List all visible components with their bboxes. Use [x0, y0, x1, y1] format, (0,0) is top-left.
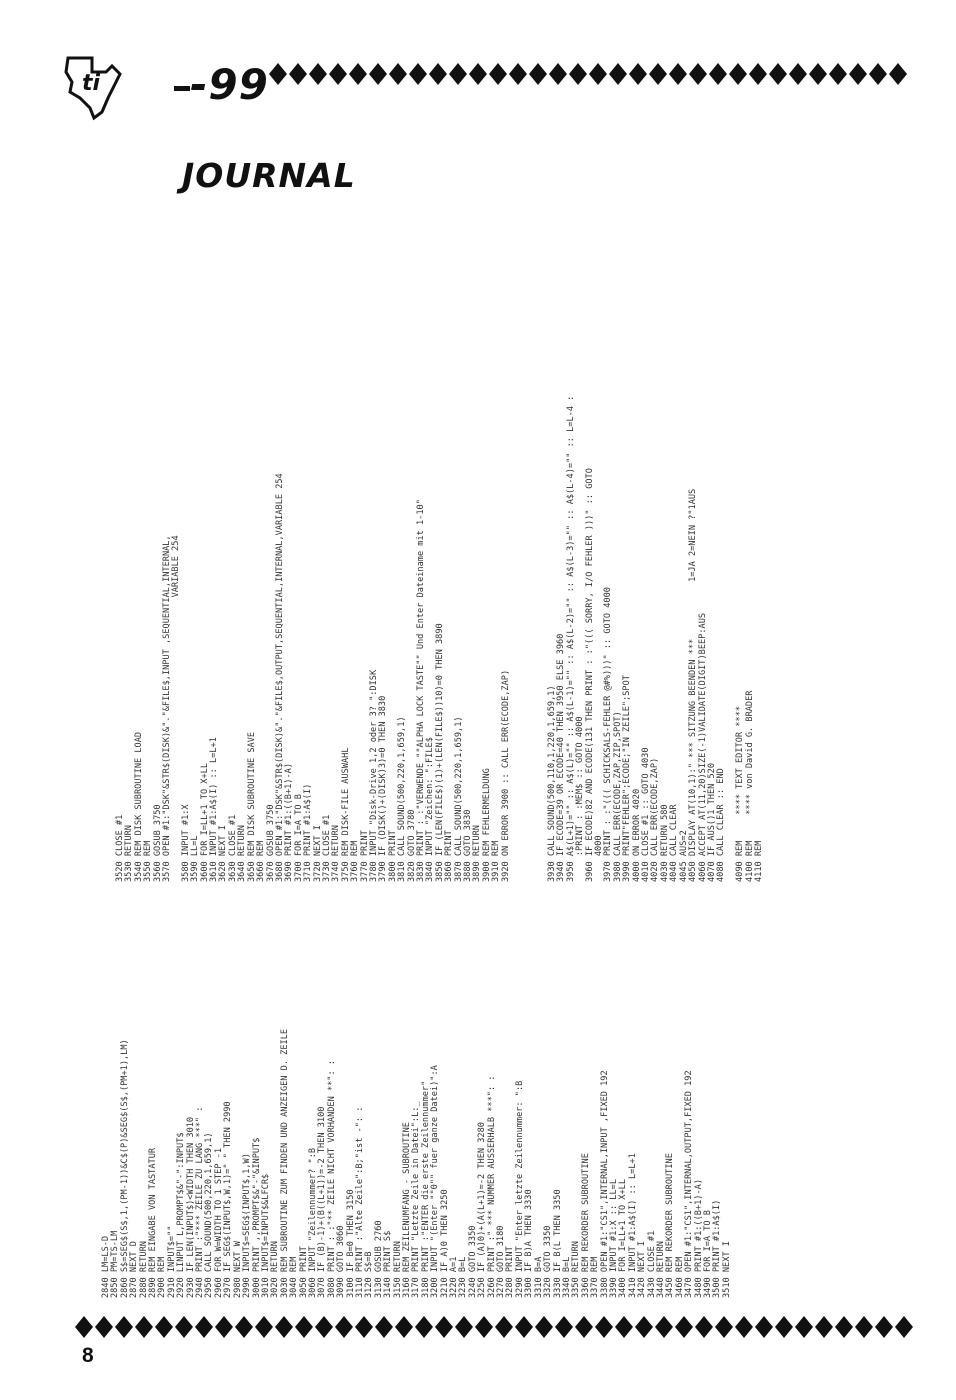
diamond-ornament — [655, 1316, 673, 1338]
diamond-ornament — [649, 63, 667, 85]
diamond-ornament — [235, 1316, 253, 1338]
code-line: 3350 RETURN — [571, 1241, 582, 1298]
diamond-ornament — [409, 63, 427, 85]
code-line: 3330 IF B(L THEN 3350 — [552, 1189, 563, 1298]
code-line: 3210 IF A)0 THEN 3250 — [439, 1189, 450, 1298]
code-line: 3740 RETURN — [331, 825, 342, 882]
code-line: 3040 REM — [289, 1256, 300, 1298]
code-line: 3300 IF B)A THEN 3330 — [524, 1189, 535, 1298]
code-line: 3010 INPUT$=INPUT$&LFCR$ — [260, 1173, 271, 1298]
code-line: 3230 B=L — [458, 1256, 469, 1298]
diamond-ornament — [489, 63, 507, 85]
code-line: 3490 FOR I=A TO B — [703, 1210, 713, 1298]
code-line: 3610 INPUT #1:A$(I) :: L=L+1 — [209, 737, 220, 882]
diamond-ornament — [635, 1316, 653, 1338]
code-line: 3120 S$=B — [364, 1251, 375, 1298]
code-line: 3720 NEXT I — [312, 825, 323, 882]
diamond-ornament — [795, 1316, 813, 1338]
code-line: 3640 RETURN — [237, 825, 248, 882]
code-line: 3760 REM — [350, 840, 361, 882]
diamond-ornament — [695, 1316, 713, 1338]
diamond-ornament — [755, 1316, 773, 1338]
diamond-ornament — [435, 1316, 453, 1338]
code-line: 3830 PRINT : :"VERWENDE ""ALPHA LOCK TASTE"" Und Enter Dateiname mit 1-10" — [416, 499, 426, 882]
code-line: 3310 B=A — [533, 1256, 544, 1298]
listing-right-bottom-column — [548, 396, 764, 882]
diamond-ornament — [389, 63, 407, 85]
code-line: 3270 GOTO 3180 — [496, 1225, 507, 1298]
diamond-ornament — [449, 63, 467, 85]
code-line: 3170 PRINT "Letzte Zeile in Datei":L:_ — [411, 1101, 422, 1298]
diamond-ornament — [335, 1316, 353, 1338]
diamond-ornament — [769, 63, 787, 85]
diamond-ornament — [349, 63, 367, 85]
diamond-ornament — [875, 1316, 893, 1338]
page-number: 8 — [82, 1344, 94, 1367]
code-line: 3090 GOTO 3060 — [336, 1225, 347, 1298]
code-line: 3180 PRINT :"ENTER die erste Zeilennummer" — [420, 1080, 431, 1298]
diamond-ornament — [609, 63, 627, 85]
diamond-ornament — [775, 1316, 793, 1338]
code-line: 3060 INPUT "Zeilennummer? ":B — [307, 1147, 318, 1298]
code-line: 3440 RETURN — [655, 1241, 666, 1298]
code-line: 2870 NEXT D — [129, 1241, 140, 1298]
diamond-ornament — [809, 63, 827, 85]
code-line: 4010 CLOSE #1 :: GOTO 4030 — [641, 747, 652, 882]
code-line: 2890 REM EINGABE VON TASTATUR — [148, 1147, 159, 1298]
diamond-ornament — [115, 1316, 133, 1338]
bottom-diamond-border — [74, 1313, 916, 1341]
code-line: 4080 CALL CLEAR :: END — [716, 768, 727, 882]
code-line: 3540 REM DISK SUBROUTINE LOAD — [133, 731, 144, 882]
code-line: 4000 ON ERROR 4020 — [631, 788, 642, 882]
logo-dash — [174, 86, 190, 91]
code-line: 3890 RETURN — [472, 825, 483, 882]
code-line: 3700 FOR I=A TO B — [293, 794, 304, 882]
code-line: 3580 INPUT #1:X — [180, 804, 191, 882]
diamond-ornament — [309, 63, 327, 85]
code-line: 3570 OPEN #1:"DSK"&STR$(DISK)&"."&FILE$,INPUT ,SEQUENTIAL,INTERNAL, — [162, 535, 173, 882]
code-line: 2860 S$=SEG$(S$,1,(PM-1))&C$(P)&SEG$(S$,(PM+1),LM) — [119, 1039, 130, 1298]
code-line: 3900 REM FEHLERMELDUNG — [481, 768, 492, 882]
code-line: 3280 PRINT — [505, 1246, 516, 1298]
diamond-ornament — [455, 1316, 473, 1338]
diamond-ornament — [595, 1316, 613, 1338]
code-line: 3430 CLOSE #1 — [646, 1230, 657, 1298]
diamond-ornament — [835, 1316, 853, 1338]
diamond-ornament — [469, 63, 487, 85]
diamond-ornament — [869, 63, 887, 85]
diamond-ornament — [575, 1316, 593, 1338]
diamond-ornament — [269, 63, 287, 85]
diamond-ornament — [829, 63, 847, 85]
diamond-ornament — [95, 1316, 113, 1338]
diamond-ornament — [155, 1316, 173, 1338]
code-line: 3910 REM — [491, 840, 502, 882]
code-line: 3560 GOSUB 3750 — [152, 804, 163, 882]
diamond-ornament — [495, 1316, 513, 1338]
code-line: 3860 PRINT — [444, 830, 455, 882]
code-line: 2920 LINPUT L,PROMPT$&"-":INPUT$ — [176, 1132, 187, 1298]
code-line: 3530 RETURN — [124, 825, 135, 882]
code-line: 3590 LL=L — [190, 835, 201, 882]
code-line: 2980 NEXT W — [232, 1241, 243, 1298]
code-line: 3400 FOR I=LL+1 TO X+LL — [618, 1179, 629, 1298]
listing-right-top-column — [116, 473, 511, 882]
code-line: 3450 REM REKORDER SUBROUTINE — [665, 1153, 676, 1298]
diamond-ornament — [215, 1316, 233, 1338]
diamond-ornament — [295, 1316, 313, 1338]
code-line: 3790 IF (DISK()+(DISK)3)=0 THEN 3830 — [378, 695, 389, 882]
code-line: 4020 CALL ERR(ECODE,ZAP) — [650, 757, 661, 882]
code-line: 2850 PM=TS-LM — [110, 1230, 121, 1298]
diamond-ornament — [475, 1316, 493, 1338]
diamond-ornament — [729, 63, 747, 85]
code-line: 4100 REM **** von David G. BRADER — [744, 690, 755, 882]
code-line: 3810 CALL SOUND(500,220,1,659,1) — [397, 716, 408, 882]
code-line: 4060 ACCEPT AT(11,20)SIZE(-1)VALIDATE(DIGIT)BEEP:AUS — [697, 612, 708, 882]
diamond-ornament — [135, 1316, 153, 1338]
diamond-ornament — [549, 63, 567, 85]
code-line: 3730 CLOSE #1 — [321, 814, 332, 882]
diamond-ornament — [395, 1316, 413, 1338]
code-line: 2950 CALL SOUND(500,220,1,659,1) — [204, 1132, 215, 1298]
code-line: 3100 IF B=0 THEN 3150 — [345, 1189, 356, 1298]
code-line: 3520 CLOSE #1 — [115, 814, 125, 882]
code-line: 3050 PRINT — [298, 1246, 309, 1298]
diamond-ornament — [369, 63, 387, 85]
code-line: 4090 REM **** TEXT EDITOR **** — [735, 706, 746, 882]
diamond-ornament — [815, 1316, 833, 1338]
diamond-ornament — [789, 63, 807, 85]
code-line: 2910 INPUT$="" — [166, 1225, 177, 1298]
code-line: 3410 INPUT #1:A$(I) :: L=L+1 — [627, 1153, 638, 1298]
code-line: 4070 IF AUS()1 THEN 520 — [706, 763, 717, 882]
code-line: 3000 PRINT ,,PROMPT$&"-"&INPUT$ — [251, 1137, 262, 1298]
code-line: 4045 AUS=2 — [678, 830, 689, 882]
code-line: 3080 PRINT : :"** ZEILE NICHT VORHANDEN **": : — [326, 1060, 337, 1298]
code-line: 3290 INPUT "Enter letzte Zeilennummer: ":B — [514, 1080, 525, 1298]
code-line: 4050 DISPLAY AT(10,1):" *** SITZUNG BEENDEN *** 1=JA 2=NEIN ?"1AUS — [688, 488, 699, 882]
code-line: 3800 PRINT — [387, 830, 398, 882]
code-line: 2990 INPUT$=SEG$(INPUT$,1,W) — [242, 1153, 253, 1298]
code-line: 3340 B=L — [561, 1256, 572, 1298]
diamond-ornament — [175, 1316, 193, 1338]
code-line: 3690 PRINT #1:((B+1)-A) — [284, 763, 295, 882]
diamond-ornament — [629, 63, 647, 85]
code-line: 3670 GOSUB 3750 — [265, 804, 276, 882]
journal-logo — [62, 52, 356, 195]
diamond-ornament — [329, 63, 347, 85]
diamond-ornament — [555, 1316, 573, 1338]
code-line: 3600 FOR I=LL+1 TO X+LL — [199, 763, 210, 882]
diamond-ornament — [375, 1316, 393, 1338]
code-line: 3510 NEXT I — [721, 1241, 732, 1298]
code-line: 3390 INPUT #1:X :: LL=L — [608, 1179, 619, 1298]
diamond-ornament — [535, 1316, 553, 1338]
code-line: 3780 INPUT "Disk-Drive 1,2 oder 3? ":DISK — [368, 669, 379, 882]
code-line: 3130 GOSUB 2760 — [373, 1220, 384, 1298]
code-line: 3260 PRINT :" *** NUMMER AUSSERHALB ***": : — [486, 1075, 497, 1298]
logo-journal: JOURNAL — [182, 156, 356, 195]
code-line: VARIABLE 254 — [171, 535, 182, 882]
diamond-ornament — [689, 63, 707, 85]
code-line: 2970 IF SEG$(INPUT$,W,1)=" " THEN 2990 — [223, 1101, 234, 1298]
code-line: 4000 — [594, 835, 605, 882]
diamond-ornament — [75, 1316, 93, 1338]
code-line: 3840 INPUT "Zeichen: ":FILE$ — [425, 737, 436, 882]
diamond-ornament — [569, 63, 587, 85]
diamond-ornament — [735, 1316, 753, 1338]
code-line: 3480 PRINT #1:((B+1)-A) — [693, 1179, 704, 1298]
diamond-ornament — [255, 1316, 273, 1338]
code-line: 4030 RETURN 580 — [659, 804, 670, 882]
code-line: 3380 OPEN #1:"CS1",INTERNAL,INPUT ,FIXED 192 — [599, 1070, 610, 1298]
code-line: 3150 RETURN — [392, 1241, 403, 1298]
diamond-ornament — [669, 63, 687, 85]
code-line: 3990 PRINT"FEHLER";ECODE;"IN ZEILE";SPOT — [622, 675, 633, 882]
code-line: 3710 PRINT #1:A$(I) — [303, 783, 314, 882]
code-line: 3370 REM — [590, 1256, 601, 1298]
diamond-ornament — [529, 63, 547, 85]
code-line: 3630 CLOSE #1 — [227, 814, 238, 882]
code-line: 3650 REM DISK SUBROUTINE SAVE — [246, 731, 257, 882]
code-line: :PRINT : :MEM$ :: GOTO 4000 — [575, 716, 586, 882]
code-line: 3160 REM ZEILENUMFANG - SUBROUTINE — [402, 1122, 412, 1298]
code-line: 3750 REM DISK-FILE AUSWAHL — [340, 747, 351, 882]
code-line: 3020 RETURN — [270, 1241, 281, 1298]
code-line: 2930 IF LEN(INPUT$)<WIDTH THEN 3010 — [185, 1116, 196, 1298]
code-line: 3970 PRINT : :"((( SCHICKSALS-FEHLER @#%)))" :: GOTO 4000 — [603, 587, 614, 882]
diamond-ornament — [709, 63, 727, 85]
code-line: 3820 GOTO 3780 — [406, 809, 417, 882]
code-line: 3960 IF ECODE)82 AND ECODE(131 THEN PRINT : :"((( SORRY, I/O FEHLER )))" :: GOTO — [584, 468, 595, 882]
code-line: 3660 REM — [256, 840, 267, 882]
code-line: 3220 A=1 — [449, 1256, 460, 1298]
code-line: 3620 NEXT I — [218, 825, 229, 882]
diamond-ornament — [429, 63, 447, 85]
code-line: 3200 INPUT "(Enter ""0"" fuer ganze Datei)":A — [430, 1065, 441, 1298]
diamond-ornament — [675, 1316, 693, 1338]
code-line: 3850 IF (LEN(FILE$)(1)+(LEN(FILE$))10)=0 THEN 3890 — [434, 623, 445, 882]
code-line: 4110 REM — [753, 840, 764, 882]
code-line: 3550 REM — [143, 840, 154, 882]
code-line: 3930 CALL SOUND(500,110,1,220,1,659,1) — [547, 685, 557, 882]
code-line: 3240 GOTO 3350 — [467, 1225, 478, 1298]
code-line: 2840 LM=LS-D — [101, 1235, 111, 1298]
diamond-ornament — [589, 63, 607, 85]
diamond-ornament — [889, 63, 907, 85]
code-line: 3250 IF (A)0)+(A(L+1)=-2 THEN 3280 — [477, 1122, 488, 1298]
code-line: 2940 PRINT :"*** ZEILE ZU LANG ***" : — [195, 1106, 206, 1298]
code-line: 2880 RETURN — [138, 1241, 149, 1298]
diamond-ornament — [615, 1316, 633, 1338]
top-diamond-border — [268, 60, 916, 88]
code-line: 3500 PRINT #1:A$(I) — [712, 1199, 723, 1298]
diamond-ornament — [855, 1316, 873, 1338]
code-line: 3770 PRINT — [359, 830, 370, 882]
diamond-ornament — [355, 1316, 373, 1338]
code-line: 3680 OPEN #1:"DSK"&STR$(DISK)&"."&FILE$,OUTPUT,SEQUENTIAL,INTERNAL,VARIABLE 254 — [274, 473, 285, 882]
code-line: 3110 PRINT :"Alte Zeile":B;"ist -": : — [354, 1106, 365, 1298]
logo-99: -99 — [190, 60, 269, 109]
diamond-ornament — [289, 63, 307, 85]
code-line: 3950 A$(L+1)="" :: A$(L)="" :: A$(L-1)="" :: A$(L-2)="" :: A$(L-3)="" :: A$(L-4)="" :: L=L-4 : — [565, 395, 576, 882]
code-line: 3360 REM REKORDER SUBROUTINE — [580, 1153, 591, 1298]
code-line: 3880 GOTO 3830 — [463, 809, 474, 882]
svg-text:ti: ti — [82, 71, 101, 96]
code-line: 3420 NEXT I — [637, 1241, 648, 1298]
diamond-ornament — [749, 63, 767, 85]
code-line: 3460 REM — [674, 1256, 685, 1298]
code-line: 3470 OPEN #1:"CS1",INTERNAL,OUTPUT,FIXED 192 — [684, 1070, 695, 1298]
code-line: 3030 REM SUBROUTINE ZUM FINDEN UND ANZEIGEN D. ZEILE — [279, 1028, 290, 1298]
code-line: 3940 IF ECODE=39 OR ECODE=40 THEN 3950 ELSE 3960 — [556, 633, 567, 882]
code-line: 3070 IF (B)-1)+(B((L+1))=-2 THEN 3100 — [317, 1106, 328, 1298]
diamond-ornament — [515, 1316, 533, 1338]
diamond-ornament — [849, 63, 867, 85]
code-line: 2960 FOR W=WIDTH TO 1 STEP -1 — [213, 1147, 224, 1298]
code-line: 3980 CALL ERR(ECODE,ZAP,ZIP,SPOT) — [612, 711, 623, 882]
code-line: 4040 CALL CLEAR — [669, 804, 680, 882]
diamond-ornament — [895, 1316, 913, 1338]
diamond-ornament — [275, 1316, 293, 1338]
diamond-ornament — [715, 1316, 733, 1338]
code-line: 2900 REM — [157, 1256, 168, 1298]
code-line: 3320 GOTO 3350 — [543, 1225, 554, 1298]
texas-instruments-icon — [62, 52, 126, 122]
code-line: 3920 ON ERROR 3900 :: CALL ERR(ECODE,ZAP) — [500, 669, 511, 882]
diamond-ornament — [415, 1316, 433, 1338]
diamond-ornament — [509, 63, 527, 85]
code-line: 3870 CALL SOUND(500,220,1,659,1) — [453, 716, 464, 882]
code-line: 3140 PRINT S$ — [383, 1230, 394, 1298]
listing-left-column — [102, 1029, 732, 1298]
diamond-ornament — [315, 1316, 333, 1338]
diamond-ornament — [195, 1316, 213, 1338]
